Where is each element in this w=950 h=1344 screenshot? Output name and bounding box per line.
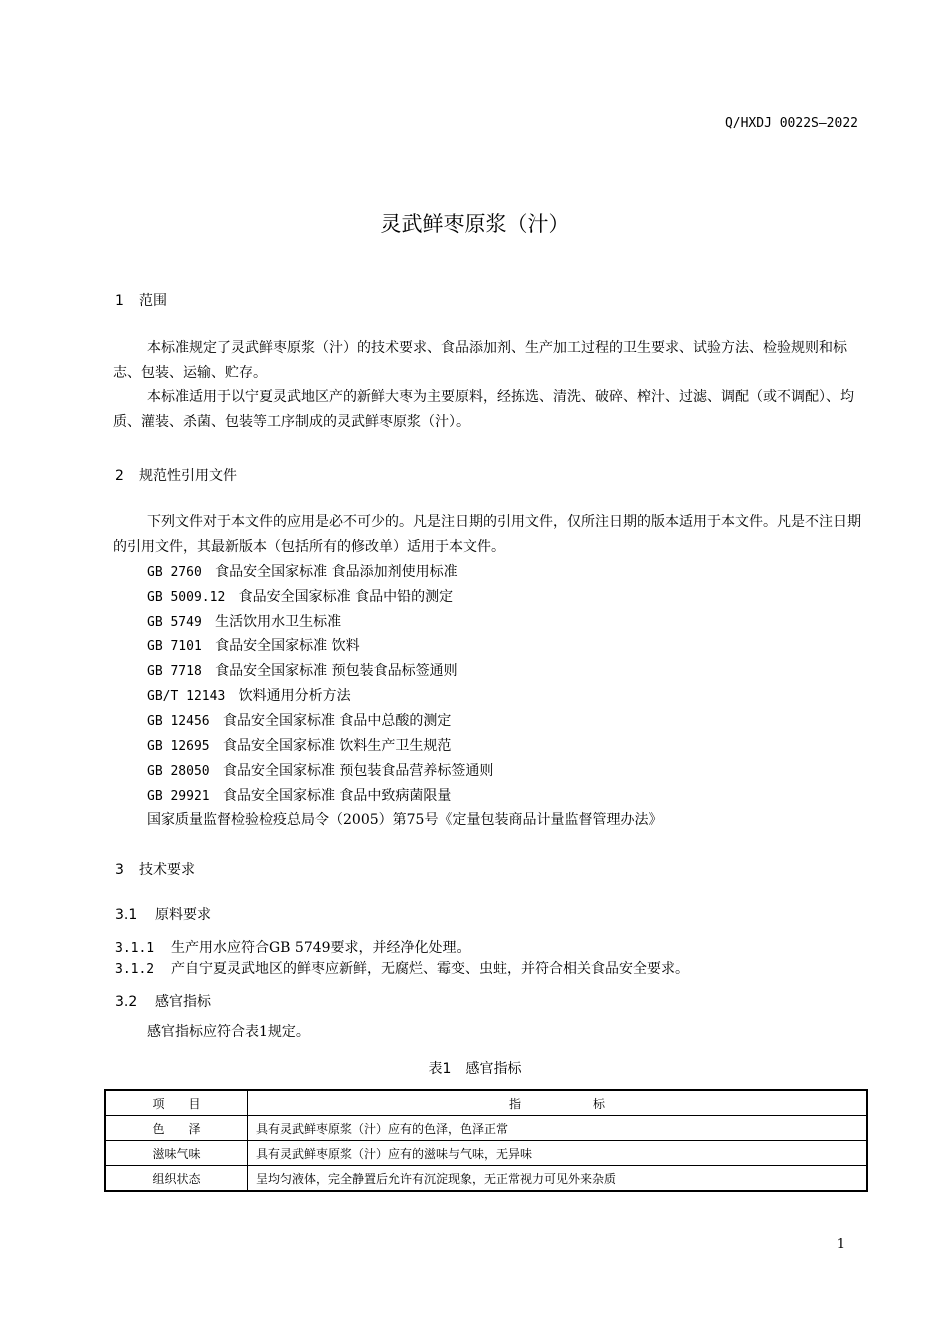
subsection-3-1-heading <box>115 904 211 924</box>
table-cell-item: 滋味气味 <box>105 1141 248 1166</box>
reference-item <box>147 734 451 759</box>
reference-title: 食品安全国家标准 食品添加剂使用标准 <box>215 564 458 580</box>
table-row <box>105 1166 867 1192</box>
table-cell-item: 色 泽 <box>105 1116 248 1141</box>
page-title: 灵武鲜枣原浆（汁） <box>380 212 570 236</box>
reference-code: GB 29921 <box>147 789 210 804</box>
reference-title: 饮料通用分析方法 <box>238 688 351 704</box>
reference-code: GB 7101 <box>147 639 202 654</box>
subsection-number: 3.2 <box>115 994 138 1010</box>
reference-code: GB/T 12143 <box>147 689 226 704</box>
scope-paragraph-1: 本标准规定了灵武鲜枣原浆（汁）的技术要求、食品添加剂、生产加工过程的卫生要求、试验方法、检验规则和标志、包装、运输、贮存。 <box>113 340 847 381</box>
reference-item <box>147 585 453 610</box>
reference-code: GB 5009.12 <box>147 590 226 605</box>
table-cell-indicator: 具有灵武鲜枣原浆（汁）应有的滋味与气味，无异味 <box>248 1141 868 1166</box>
section-1-heading <box>115 290 167 310</box>
section-number: 3 <box>115 862 124 878</box>
reference-item <box>147 610 341 635</box>
section-2-heading <box>115 465 237 485</box>
clause-number: 3.1.1 <box>115 941 155 956</box>
table-caption: 表1 感官指标 <box>428 1061 522 1077</box>
table-header-row <box>105 1090 867 1116</box>
subsection-number: 3.1 <box>115 907 138 923</box>
reference-title: 生活饮用水卫生标准 <box>215 614 342 630</box>
scope-paragraph-2: 本标准适用于以宁夏灵武地区产的新鲜大枣为主要原料，经拣选、清洗、破碎、榨汁、过滤、调配（或不调配）、均质、灌装、杀菌、包装等工序制成的灵武鲜枣原浆（汁）。 <box>113 389 854 430</box>
table-cell-item: 组织状态 <box>105 1166 248 1192</box>
decree-reference: 国家质量监督检验检疫总局令（2005）第75号《定量包装商品计量监督管理办法》 <box>147 812 663 828</box>
reference-title: 食品安全国家标准 预包装食品营养标签通则 <box>222 763 494 779</box>
sensory-intro: 感官指标应符合表1规定。 <box>147 1024 310 1040</box>
section-number: 1 <box>115 293 124 309</box>
reference-code: GB 2760 <box>147 565 202 580</box>
reference-title: 食品安全国家标准 预包装食品标签通则 <box>215 663 458 679</box>
subsection-title: 原料要求 <box>155 907 211 923</box>
section-title: 技术要求 <box>139 862 195 878</box>
reference-item <box>147 784 451 809</box>
reference-item <box>147 684 351 709</box>
table-row <box>105 1141 867 1166</box>
reference-item <box>147 560 458 585</box>
clause-text: 产自宁夏灵武地区的鲜枣应新鲜，无腐烂、霉变、虫蛀，并符合相关食品安全要求。 <box>171 961 689 977</box>
table-cell-indicator: 呈均匀液体，完全静置后允许有沉淀现象，无正常视力可见外来杂质 <box>248 1166 868 1192</box>
table-row <box>105 1116 867 1141</box>
column-header-item: 项 目 <box>105 1090 248 1116</box>
column-header-indicator: 指 标 <box>248 1090 868 1116</box>
section-title: 范围 <box>139 293 167 309</box>
section-3-heading <box>115 859 195 879</box>
reference-item <box>147 659 458 684</box>
reference-code: GB 28050 <box>147 764 210 779</box>
document-code: Q/HXDJ 0022S—2022 <box>724 116 858 131</box>
reference-code: GB 5749 <box>147 615 202 630</box>
sensory-table <box>104 1089 868 1192</box>
reference-title: 食品安全国家标准 食品中铅的测定 <box>238 589 454 605</box>
reference-title: 食品安全国家标准 食品中致病菌限量 <box>222 788 452 804</box>
reference-code: GB 12695 <box>147 739 210 754</box>
reference-title: 食品安全国家标准 饮料 <box>215 638 360 654</box>
reference-item <box>147 634 360 659</box>
reference-item <box>147 709 451 734</box>
reference-code: GB 12456 <box>147 714 210 729</box>
subsection-title: 感官指标 <box>155 994 211 1010</box>
page-number: 1 <box>836 1237 845 1252</box>
reference-title: 食品安全国家标准 食品中总酸的测定 <box>222 713 452 729</box>
clause-number: 3.1.2 <box>115 962 155 977</box>
references-intro: 下列文件对于本文件的应用是必不可少的。凡是注日期的引用文件，仅所注日期的版本适用于本文件。凡是不注日期的引用文件，其最新版本（包括所有的修改单）适用于本文件。 <box>113 514 861 555</box>
subsection-3-2-heading <box>115 991 211 1011</box>
reference-code: GB 7718 <box>147 664 202 679</box>
clause-3-1-2 <box>115 958 689 978</box>
table-cell-indicator: 具有灵武鲜枣原浆（汁）应有的色泽，色泽正常 <box>248 1116 868 1141</box>
clause-text: 生产用水应符合GB 5749要求，并经净化处理。 <box>171 940 471 956</box>
clause-3-1-1 <box>115 937 471 957</box>
section-title: 规范性引用文件 <box>139 468 237 484</box>
reference-title: 食品安全国家标准 饮料生产卫生规范 <box>222 738 452 754</box>
reference-item <box>147 759 493 784</box>
section-number: 2 <box>115 468 124 484</box>
